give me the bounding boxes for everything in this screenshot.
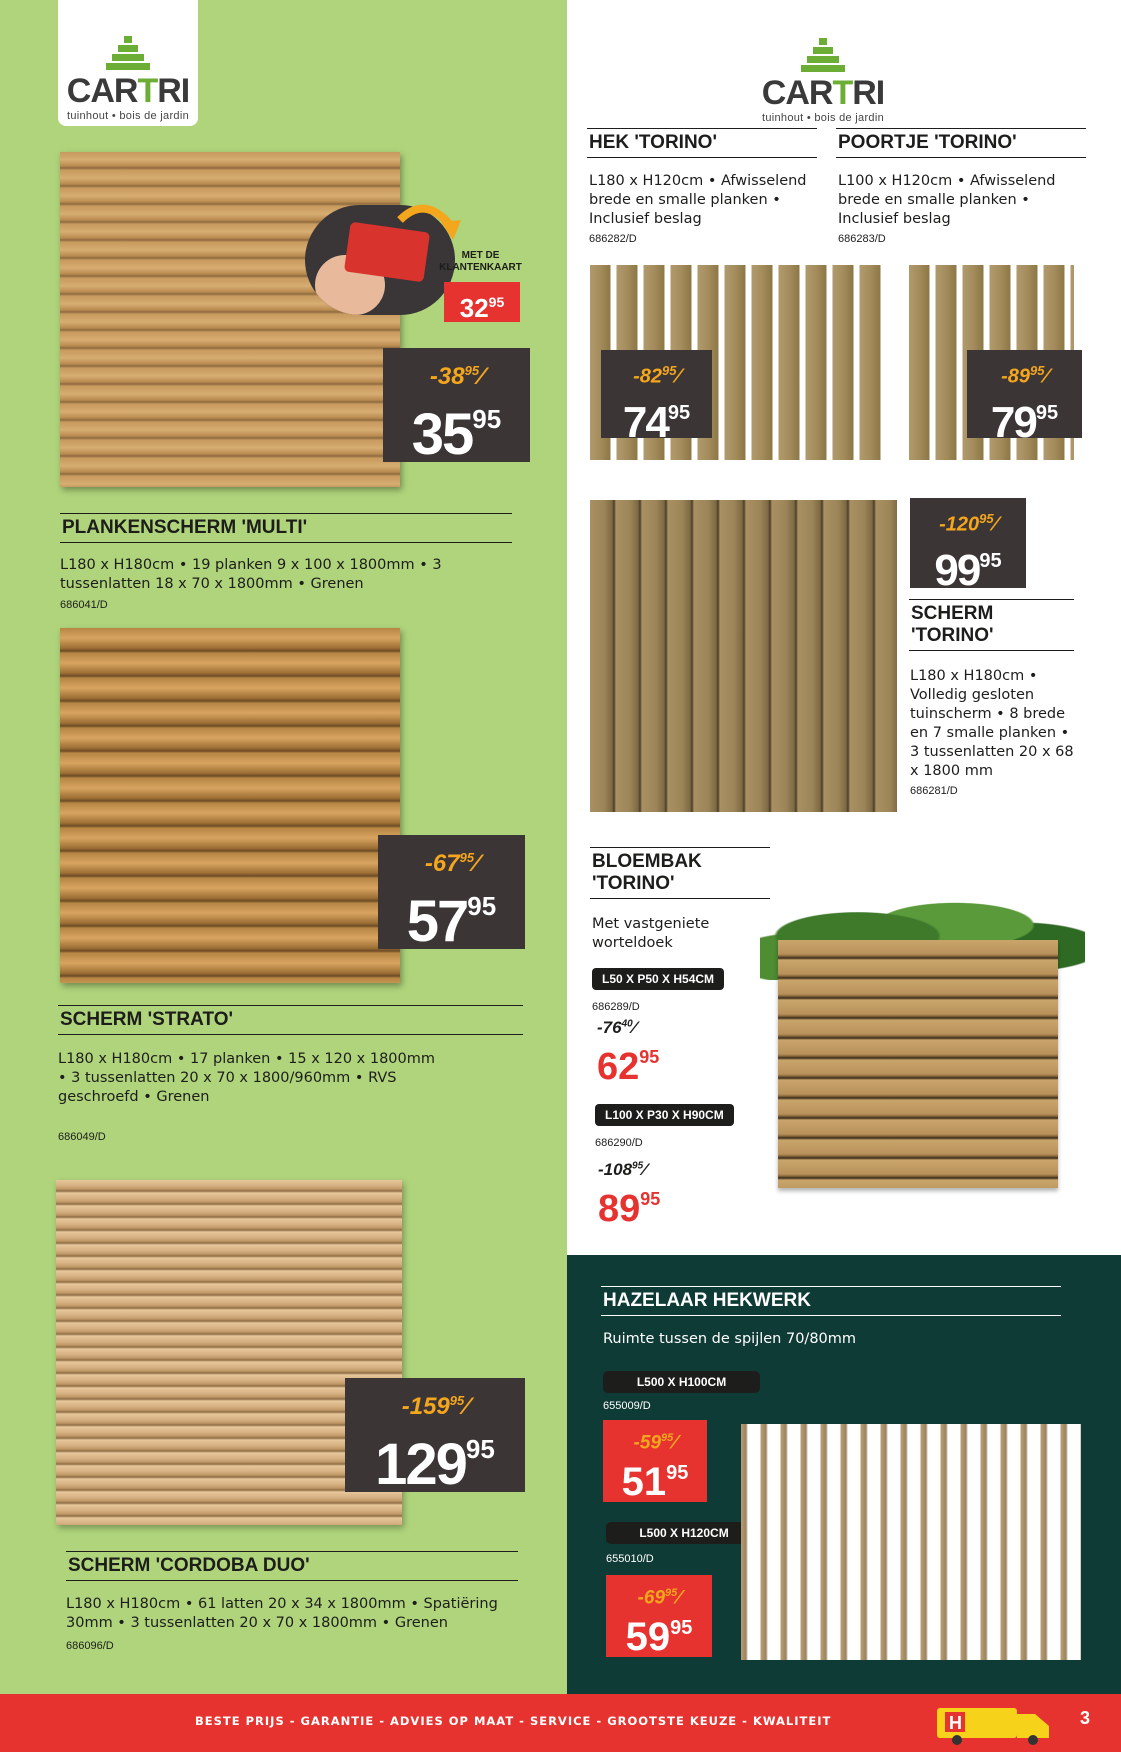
price-box-strato xyxy=(378,835,525,954)
brand-logo-right xyxy=(758,38,888,128)
new-price: $74^{95}$ xyxy=(622,397,691,447)
old-price: $-89^{95}⁄$ xyxy=(1001,363,1048,388)
new-price: $59^{95}$ xyxy=(625,1615,693,1660)
product-code-strato: 686049/D xyxy=(58,1131,106,1143)
product-image-strato[interactable] xyxy=(60,628,400,983)
new-price: $51^{95}$ xyxy=(621,1460,689,1505)
brand-wordmark: CARTRI xyxy=(66,72,190,110)
product-title-poortje-torino: POORTJE 'TORINO' xyxy=(836,128,1086,158)
product-desc-cordoba: L180 x H180cm • 61 latten 20 x 34 x 1800mm • Spatiëring 30mm • 3 tussenlatten 20 x 70 x 1800mm • Grenen xyxy=(66,1596,498,1631)
product-code-multi: 686041/D xyxy=(60,599,108,611)
new-price: $79^{95}$ xyxy=(990,397,1059,447)
product-title-strato: SCHERM 'STRATO' xyxy=(58,1005,523,1035)
product-desc-poortje-torino: L100 x H120cm • Afwisselend brede en smalle planken • Inclusief beslag xyxy=(838,173,1056,227)
product-title-multi: PLANKENSCHERM 'MULTI' xyxy=(60,513,512,543)
product-desc-hek-torino: L180 x H120cm • Afwisselend brede en smalle planken • Inclusief beslag xyxy=(589,173,807,227)
old-price: $-120^{95}⁄$ xyxy=(939,511,997,536)
product-code-hazelaar-1: 655009/D xyxy=(603,1400,651,1412)
brand-tagline: tuinhout • bois de jardin xyxy=(761,112,885,124)
product-code-bloembak-2: 686290/D xyxy=(595,1137,643,1149)
dimension-badge-hazelaar-1: L500 X H100CM xyxy=(603,1371,760,1393)
product-code-hek-torino: 686282/D xyxy=(589,233,637,245)
page-number: 3 xyxy=(1080,1708,1091,1728)
price-box-multi xyxy=(383,348,530,467)
product-code-poortje-torino: 686283/D xyxy=(838,233,886,245)
new-price: $57^{95}$ xyxy=(406,889,497,954)
loyalty-price-badge: $32^{95}$ xyxy=(444,282,520,322)
dimension-badge-bloembak-2: L100 X P30 X H90CM xyxy=(595,1104,734,1126)
product-title-scherm-torino: SCHERM 'TORINO' xyxy=(909,599,1074,651)
arrow-icon xyxy=(395,200,465,250)
product-desc-bloembak: Met vastgeniete worteldoek xyxy=(592,916,710,951)
brand-tagline: tuinhout • bois de jardin xyxy=(66,110,190,122)
delivery-van-icon xyxy=(935,1702,1055,1746)
product-desc-strato: L180 x H180cm • 17 planken • 15 x 120 x 1800mm • 3 tussenlatten 20 x 70 x 1800/960mm • RVS geschroefd • Grenen xyxy=(58,1051,436,1105)
svg-text:H: H xyxy=(949,1713,962,1733)
product-title-hazelaar: HAZELAAR HEKWERK xyxy=(601,1286,1061,1316)
product-image-hazelaar[interactable] xyxy=(741,1424,1081,1660)
price-box-hek-torino xyxy=(601,350,712,447)
product-image-bloembak[interactable] xyxy=(778,940,1058,1188)
old-price: $-59^{95}⁄$ xyxy=(633,1432,677,1454)
new-price: $35^{95}$ xyxy=(411,402,502,467)
old-price: $-69^{95}⁄$ xyxy=(637,1587,681,1609)
product-title-cordoba: SCHERM 'CORDOBA DUO' xyxy=(66,1551,518,1581)
brand-logo-left xyxy=(58,0,198,126)
product-code-scherm-torino: 686281/D xyxy=(910,785,958,797)
footer-slogan: BESTE PRIJS - GARANTIE - ADVIES OP MAAT - SERVICE - GROOTSTE KEUZE - KWALITEIT xyxy=(195,1714,832,1728)
product-desc-scherm-torino: L180 x H180cm • Volledig gesloten tuinscherm • 8 brede en 7 smalle planken • 3 tussenlatten 20 x 68 x 1800 mm xyxy=(910,668,1074,779)
product-title-bloembak: BLOEMBAK 'TORINO' xyxy=(590,847,770,899)
price-box-cordoba xyxy=(345,1378,525,1497)
product-code-hazelaar-2: 655010/D xyxy=(606,1553,654,1565)
product-code-cordoba: 686096/D xyxy=(66,1640,114,1652)
price-box-hazelaar-1 xyxy=(603,1420,707,1505)
old-price: $-38^{95}⁄$ xyxy=(429,363,484,390)
product-desc-multi: L180 x H180cm • 19 planken 9 x 100 x 1800mm • 3 tussenlatten 18 x 70 x 1800mm • Grenen xyxy=(60,557,442,592)
loyalty-card-label: MET DE KLANTENKAART xyxy=(439,250,522,273)
old-price: $-67^{95}⁄$ xyxy=(424,850,479,877)
product-code-bloembak-1: 686289/D xyxy=(592,1001,640,1013)
price-box-scherm-torino xyxy=(910,498,1026,595)
product-image-scherm-torino[interactable] xyxy=(590,500,897,812)
product-image-multi[interactable] xyxy=(60,152,400,487)
price-box-hazelaar-2 xyxy=(606,1575,712,1660)
dimension-badge-hazelaar-2: L500 X H120CM xyxy=(606,1522,762,1544)
brand-wordmark: CARTRI xyxy=(761,74,885,112)
price-bloembak-1 xyxy=(597,1018,659,1086)
price-bloembak-2 xyxy=(598,1160,660,1228)
new-price: $62^{95}$ xyxy=(597,1046,660,1088)
old-price: $-82^{95}⁄$ xyxy=(633,363,680,388)
old-price: $-76^{40}⁄$ xyxy=(597,1018,636,1037)
price-box-poortje-torino xyxy=(967,350,1082,447)
product-desc-hazelaar: Ruimte tussen de spijlen 70/80mm xyxy=(603,1331,857,1347)
old-price: $-108^{95}⁄$ xyxy=(598,1160,646,1179)
old-price: $-159^{95}⁄$ xyxy=(401,1393,469,1420)
dimension-badge-bloembak-1: L50 X P50 X H54CM xyxy=(592,968,724,990)
new-price: $89^{95}$ xyxy=(598,1188,661,1230)
new-price: $99^{95}$ xyxy=(934,545,1002,595)
new-price: $129^{95}$ xyxy=(375,1432,495,1497)
product-title-hek-torino: HEK 'TORINO' xyxy=(587,128,817,158)
